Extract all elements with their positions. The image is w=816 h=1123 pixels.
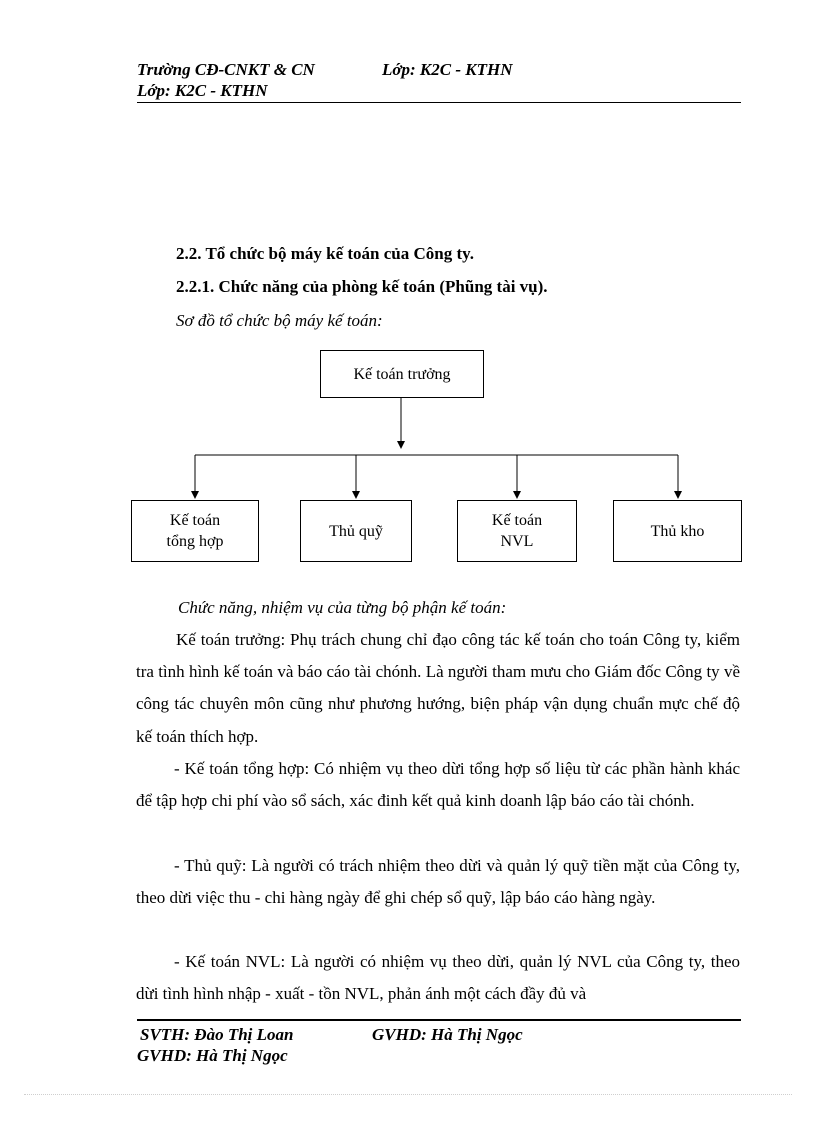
footer-rule [137, 1019, 741, 1021]
org-box-label-line1: Kế toán [491, 512, 543, 529]
header-class-line2: Lớp: K2C - KTHN [137, 81, 268, 100]
org-box-thu-quy [300, 500, 412, 562]
paragraph-ke-toan-nvl: - Kế toán NVL: Là người có nhiệm vụ theo dừi, quản lý NVL của Công ty, theo dừi tình hình nhập - xuất - tồn NVL, phản ánh một cách đầy đủ và [136, 952, 740, 1004]
section-heading-2-2: 2.2. Tổ chức bộ máy kế toán của Công ty. [176, 244, 474, 263]
diagram-caption: Sơ đồ tổ chức bộ máy kế toán: [176, 311, 383, 330]
page-bottom-dotted-line [24, 1094, 792, 1095]
section-heading-2-2-1: 2.2.1. Chức năng của phòng kế toán (Phũng tài vụ). [176, 277, 548, 296]
paragraph-thu-quy: - Thủ quỹ: Là người có trách nhiệm theo dừi và quản lý quỹ tiền mặt của Công ty, theo dừi việc thu - chi hàng ngày để ghi chép sổ quỹ, lập báo cáo hàng ngày. [136, 856, 740, 908]
paragraph-ke-toan-tong-hop: - Kế toán tổng hợp: Có nhiệm vụ theo dừi tổng hợp số liệu từ các phần hành khác để tập hợp chi phí vào sổ sách, xác đinh kết quả kinh doanh lập báo cáo tài chónh. [136, 759, 740, 811]
org-box-ke-toan-truong [320, 350, 484, 398]
org-box-label-line1: Thủ quỹ [329, 522, 383, 540]
footer-advisor-right: GVHD: Hà Thị Ngọc [372, 1025, 523, 1044]
paragraph-ke-toan-truong: Kế toán trưởng: Phụ trách chung chỉ đạo công tác kế toán cho toán Công ty, kiểm tra tình hình kế toán và báo cáo tài chónh. Là người tham mưu cho Giám đốc Công ty về công tác chuyên môn cũng như phương hướng, biện pháp vận dụng chuẩn mực chế độ kế toán thích hợp. [136, 630, 740, 746]
footer-advisor-line2: GVHD: Hà Thị Ngọc [137, 1046, 288, 1065]
footer-student: SVTH: Đào Thị Loan [140, 1025, 294, 1044]
org-box-ke-toan-nvl [457, 500, 577, 562]
org-box-thu-kho [613, 500, 742, 562]
org-box-root-label: Kế toán trưởng [353, 365, 451, 383]
org-box-label-line1: Kế toán [169, 512, 221, 529]
header-class-right: Lớp: K2C - KTHN [382, 60, 513, 79]
header-school: Trường CĐ-CNKT & CN [137, 60, 315, 79]
org-box-label-line1: Thủ kho [650, 522, 705, 540]
org-box-label-line2: tổng hợp [166, 533, 224, 550]
org-box-ke-toan-tong-hop [131, 500, 259, 562]
org-box-label-line2: NVL [500, 533, 534, 550]
duties-intro: Chức năng, nhiệm vụ của từng bộ phận kế toán: [178, 598, 507, 617]
